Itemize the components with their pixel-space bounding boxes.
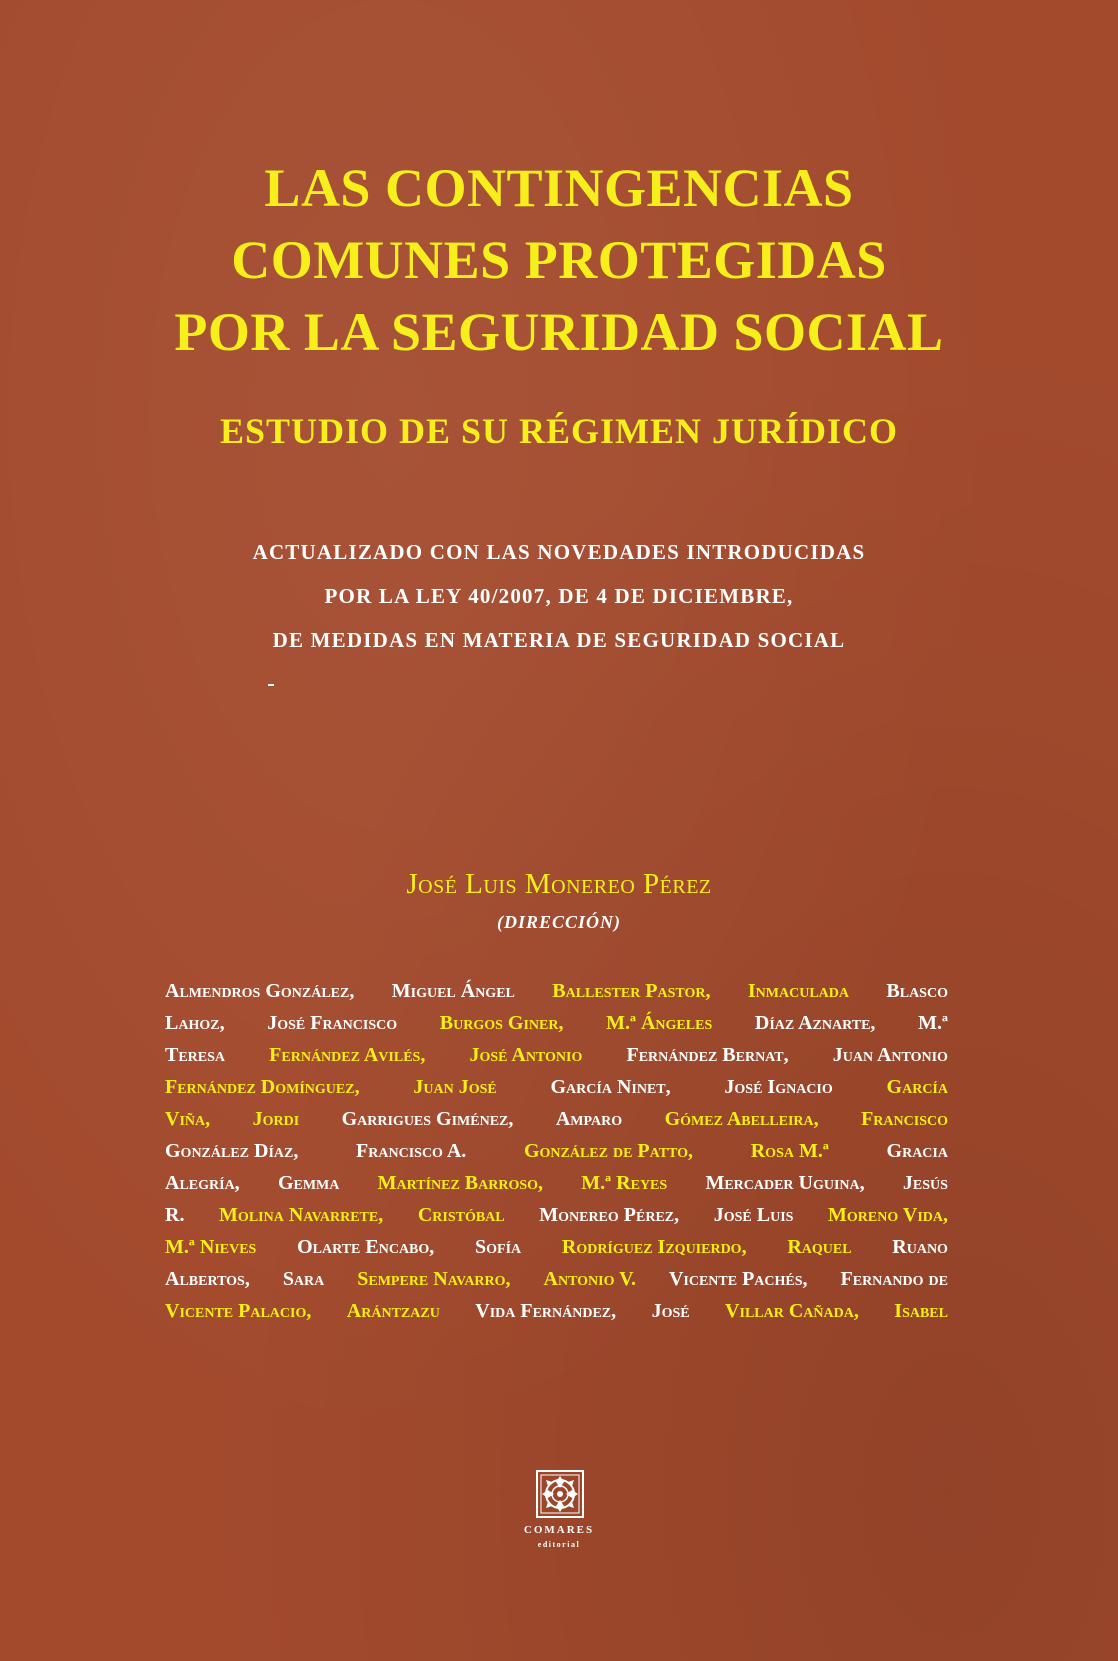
contributor-name-segment: Fernández Avilés, xyxy=(269,1044,426,1066)
contributor-name-segment: González de Patto, xyxy=(523,1140,694,1162)
contributor-name-segment: José xyxy=(651,1300,690,1322)
contributor-name-segment: Blasco xyxy=(886,980,948,1002)
contributor-name-segment: Rodríguez Izquierdo, xyxy=(561,1236,747,1258)
director-name: José Luis Monereo Pérez xyxy=(406,868,712,900)
contributor-name-segment: Viña, xyxy=(165,1108,211,1130)
comares-ornament-icon xyxy=(536,1470,584,1518)
contributor-name-segment: M.ª Ángeles xyxy=(606,1012,713,1034)
contributor-name-segment: Monereo Pérez, xyxy=(539,1204,680,1226)
contributor-name-segment: Francisco A. xyxy=(356,1140,467,1162)
contributor-name-segment: Gómez Abelleira, xyxy=(664,1108,819,1130)
update-note-line-1: ACTUALIZADO CON LAS NOVEDADES INTRODUCIDAS xyxy=(252,540,866,564)
contributor-name-segment: Jordi xyxy=(252,1108,300,1130)
contributor-name-segment: Antonio V. xyxy=(543,1268,636,1290)
publisher-name: COMARES xyxy=(523,1524,595,1536)
title-line-2: COMUNES PROTEGIDAS xyxy=(231,230,887,290)
contributor-name-segment: Almendros González, xyxy=(165,980,355,1002)
update-note-line-2: POR LA LEY 40/2007, DE 4 DE DICIEMBRE, xyxy=(324,584,794,608)
book-subtitle: ESTUDIO DE SU RÉGIMEN JURÍDICO xyxy=(219,411,899,451)
contributor-name-segment: Isabel xyxy=(894,1300,948,1322)
contributor-name-segment: Gemma xyxy=(277,1172,340,1194)
contributor-name-segment: Miguel Ángel xyxy=(391,980,515,1002)
contributor-name-segment: Burgos Giner, xyxy=(439,1012,564,1034)
contributor-name-segment: Cristóbal xyxy=(417,1204,505,1226)
contributor-name-segment: José Francisco xyxy=(267,1012,398,1034)
contributor-name-segment: Francisco xyxy=(861,1108,948,1130)
contributor-name-segment: Fernando de xyxy=(840,1268,948,1290)
update-note xyxy=(0,530,1118,662)
contributor-line xyxy=(165,1076,948,1108)
contributor-name-segment: Arántzazu xyxy=(346,1300,440,1322)
contributor-name-segment: Sempere Navarro, xyxy=(357,1268,511,1290)
contributor-name-segment: Fernández Bernat, xyxy=(626,1044,789,1066)
contributor-name-segment: Gracia xyxy=(886,1140,948,1162)
contributor-name-segment: Villar Cañada, xyxy=(725,1300,859,1322)
contributor-name-segment: José Luis xyxy=(713,1204,794,1226)
contributor-name-segment: Garrigues Giménez, xyxy=(341,1108,514,1130)
contributor-name-segment: R. xyxy=(165,1204,185,1226)
contributor-line xyxy=(165,1172,948,1204)
contributor-name-segment: Jesús xyxy=(902,1172,948,1194)
contributor-name-segment: González Díaz, xyxy=(165,1140,299,1162)
update-note-line-3: DE MEDIDAS EN MATERIA DE SEGURIDAD SOCIAL xyxy=(272,628,846,652)
contributor-line xyxy=(165,1012,948,1044)
contributor-name-segment: Inmaculada xyxy=(747,980,849,1002)
contributor-name-segment: Juan Antonio xyxy=(832,1044,948,1066)
contributor-line xyxy=(165,1204,948,1236)
contributor-line xyxy=(165,1108,948,1140)
contributor-name-segment: Lahoz, xyxy=(165,1012,225,1034)
contributor-name-segment: M.ª Reyes xyxy=(581,1172,668,1194)
title-line-1: LAS CONTINGENCIAS xyxy=(264,158,854,218)
contributor-line xyxy=(165,1236,948,1268)
contributor-name-segment: Sara xyxy=(282,1268,325,1290)
contributor-name-segment: Moreno Vida, xyxy=(828,1204,948,1226)
contributor-name-segment: Díaz Aznarte, xyxy=(754,1012,876,1034)
contributor-line xyxy=(165,1268,948,1300)
contributor-name-segment: Ballester Pastor, xyxy=(552,980,711,1002)
contributor-name-segment: José Antonio xyxy=(469,1044,583,1066)
contributor-name-segment: José Ignacio xyxy=(724,1076,833,1098)
contributor-name-segment: Sofía xyxy=(475,1236,522,1258)
contributor-name-segment: Amparo xyxy=(555,1108,623,1130)
contributors-list xyxy=(165,980,948,1332)
contributor-name-segment: García Ninet, xyxy=(550,1076,671,1098)
contributor-name-segment: Raquel xyxy=(787,1236,852,1258)
contributor-line xyxy=(165,1140,948,1172)
contributor-name-segment: García xyxy=(886,1076,948,1098)
contributor-name-segment: Vida Fernández, xyxy=(475,1300,617,1322)
contributor-name-segment: Mercader Uguina, xyxy=(705,1172,865,1194)
contributor-name-segment: Juan José xyxy=(413,1076,497,1098)
contributor-name-segment: M.ª xyxy=(918,1012,948,1034)
contributor-name-segment: Rosa M.ª xyxy=(750,1140,829,1162)
contributor-name-segment: Vicente Palacio, xyxy=(165,1300,312,1322)
contributor-line xyxy=(165,1300,948,1332)
title-line-3: POR LA SEGURIDAD SOCIAL xyxy=(174,302,944,362)
contributor-line xyxy=(165,1044,948,1076)
contributor-name-segment: M.ª Nieves xyxy=(165,1236,257,1258)
contributor-name-segment: Vicente Pachés, xyxy=(668,1268,808,1290)
contributor-name-segment: Molina Navarrete, xyxy=(219,1204,384,1226)
contributor-name-segment: Fernández Domínguez, xyxy=(165,1076,360,1098)
contributor-line xyxy=(165,980,948,1012)
publisher-subtitle: editorial xyxy=(537,1540,581,1549)
contributor-name-segment: Alegría, xyxy=(165,1172,240,1194)
contributor-name-segment: Albertos, xyxy=(165,1268,250,1290)
contributor-name-segment: Martínez Barroso, xyxy=(377,1172,544,1194)
contributor-name-segment: Teresa xyxy=(165,1044,226,1066)
director-role: (DIRECCIÓN) xyxy=(496,912,622,932)
contributor-name-segment: Ruano xyxy=(892,1236,948,1258)
book-title xyxy=(0,152,1118,368)
print-mark xyxy=(268,684,274,686)
contributor-name-segment: Olarte Encabo, xyxy=(297,1236,435,1258)
